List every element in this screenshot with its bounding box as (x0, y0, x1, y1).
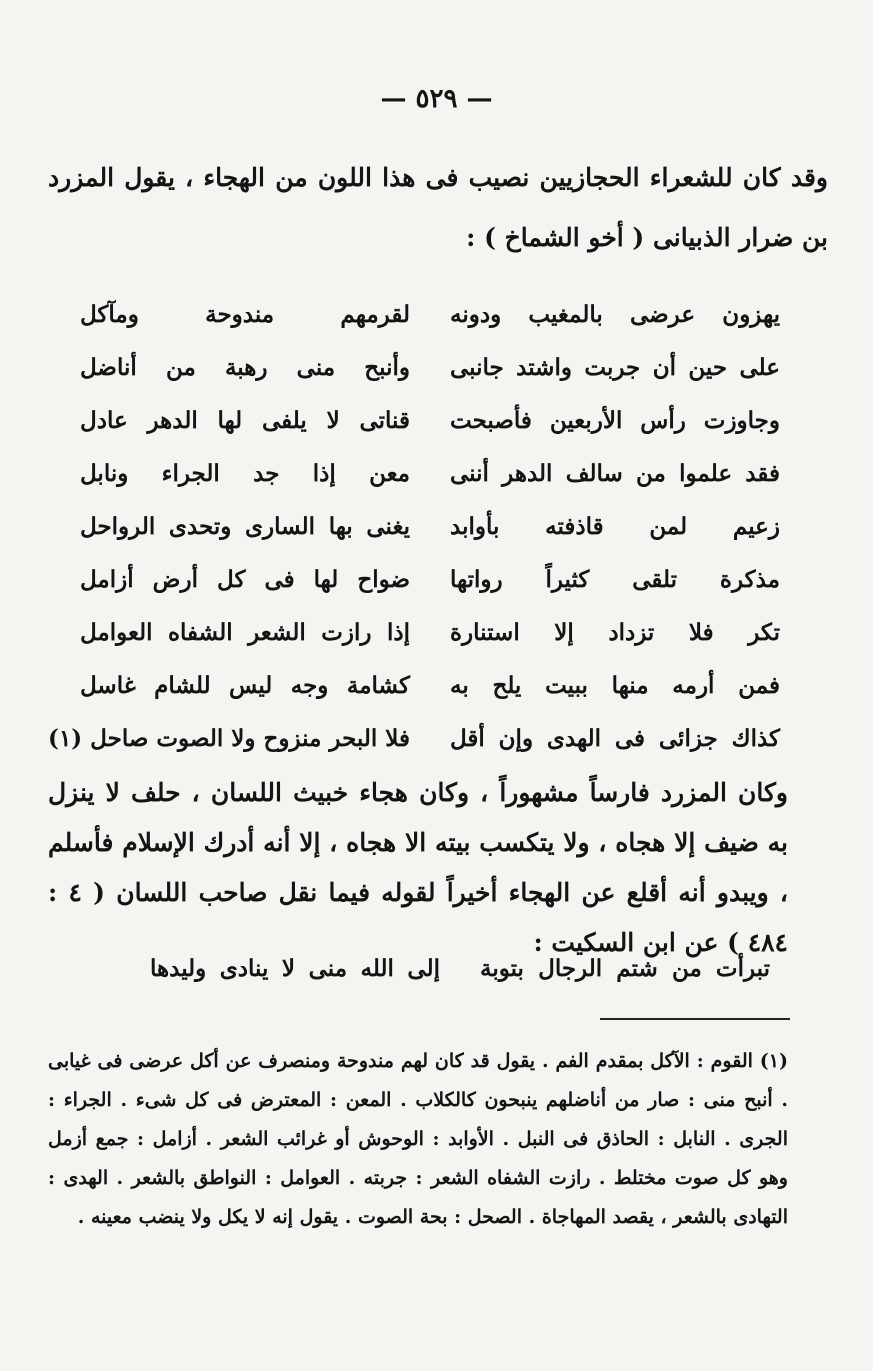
poem-verse (80, 606, 780, 659)
verse-second-hemistich: قناتى لا يلفى لها الدهر عادل (80, 407, 410, 434)
footnote-divider (600, 1018, 790, 1020)
verse-first-hemistich: زعيم لمن قاذفته بأوابد (450, 513, 780, 540)
poem-verse (150, 942, 770, 995)
verse-second-hemistich: معن إذا جد الجراء ونابل (80, 460, 410, 487)
poem-verse (80, 394, 780, 447)
verse-first-hemistich: تبرأت من شتم الرجال بتوبة (480, 955, 770, 982)
verse-second-hemistich: فلا البحر منزوح ولا الصوت صاحل (١) (48, 725, 410, 752)
verse-first-hemistich: فمن أرمه منها ببيت يلح به (450, 672, 780, 699)
poem-verse (48, 712, 780, 765)
verse-second-hemistich: وأنبح منى رهبة من أناضل (80, 354, 410, 381)
poem (48, 288, 780, 765)
verse-first-hemistich: على حين أن جربت واشتد جانبى (450, 354, 780, 381)
verse-first-hemistich: تكر فلا تزداد إلا استنارة (450, 619, 780, 646)
verse-first-hemistich: يهزون عرضى بالمغيب ودونه (450, 301, 780, 328)
verse-second-hemistich: يغنى بها السارى وتحدى الرواحل (80, 513, 410, 540)
poem-verse (80, 553, 780, 606)
single-verse (150, 942, 770, 995)
verse-first-hemistich: كذاك جزائى فى الهدى وإن أقل (450, 725, 780, 752)
verse-second-hemistich: كشامة وجه ليس للشام غاسل (80, 672, 410, 699)
verse-second-hemistich: إذا رازت الشعر الشفاه العوامل (80, 619, 410, 646)
intro-paragraph: وقد كان للشعراء الحجازيين نصيب فى هذا اللون من الهجاء ، يقول المزرد بن ضرار الذبيانى ( أخو الشماخ ) : (48, 163, 828, 252)
verse-first-hemistich: فقد علموا من سالف الدهر أننى (450, 460, 780, 487)
verse-second-hemistich: لقرمهم مندوحة ومآكل (80, 301, 410, 328)
poem-verse (80, 447, 780, 500)
poem-verse (80, 341, 780, 394)
footnote: (١) القوم : الآكل بمقدم الفم . يقول قد كان لهم مندوحة ومنصرف عن أكل عرضى فى غيابى . أنبح منى : صار من أناضلهم ينبحون كالكلاب . المعن : المعترض فى كل شىء . الجراء : الجرى . النابل : الحاذق فى النبل . الأوابد : الوحوش أو غرائب الشعر . أزامل : جمع أزمل وهو كل صوت مختلط . رازت الشفاه الشعر : جربته . العوامل : النواطق بالشعر . الهدى : التهادى بالشعر ، يقصد المهاجاة . الصحل : بحة الصوت . يقول إنه لا يكل ولا ينضب معينه . (48, 1050, 788, 1228)
biography-paragraph: وكان المزرد فارساً مشهوراً ، وكان هجاء خبيث اللسان ، حلف لا ينزل به ضيف إلا هجاه ، ولا يتكسب بيته الا هجاه ، إلا أنه أدرك الإسلام فأسلم ، ويبدو أنه أقلع عن الهجاء أخيراً لقوله فيما نقل صاحب اللسان ( ٤ : ٤٨٤ ) عن ابن السكيت : (48, 778, 788, 957)
poem-verse (80, 288, 780, 341)
poem-verse (80, 500, 780, 553)
verse-second-hemistich: ضواح لها فى كل أرض أزامل (80, 566, 410, 593)
poem-verse (80, 659, 780, 712)
verse-first-hemistich: وجاوزت رأس الأربعين فأصبحت (450, 407, 780, 434)
verse-first-hemistich: مذكرة تلقى كثيراً رواتها (450, 566, 780, 593)
verse-second-hemistich: إلى الله منى لا ينادى وليدها (150, 955, 440, 982)
page-number: — ٥٢٩ — (380, 84, 493, 114)
